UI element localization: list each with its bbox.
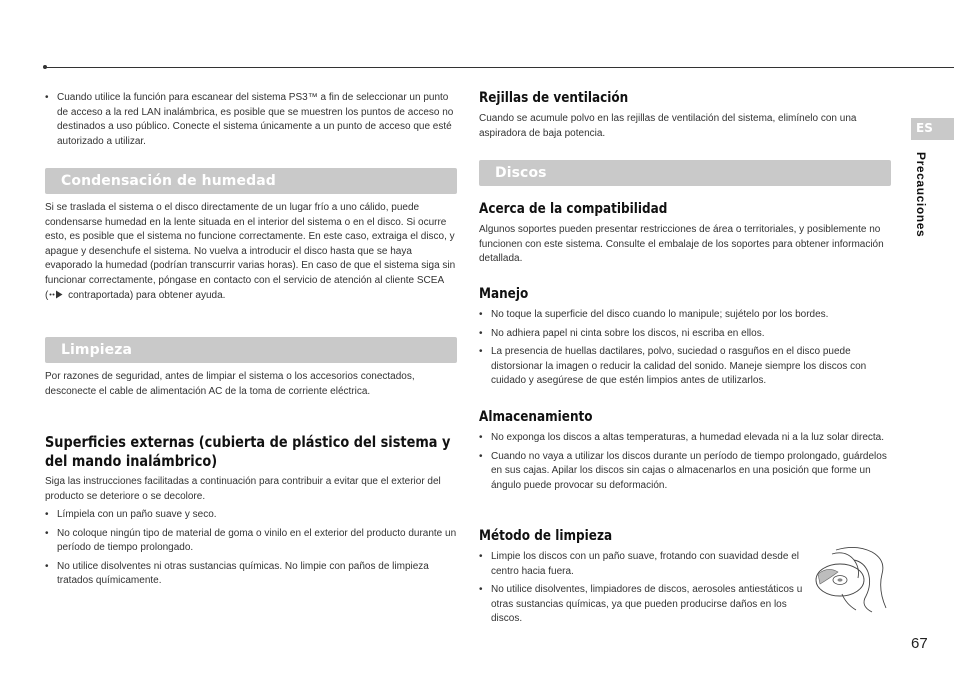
section-title: Condensación de humedad (61, 173, 276, 189)
manejo-heading: Manejo (479, 286, 529, 302)
page-number: 67 (911, 635, 928, 652)
arrow-right-icon (49, 290, 63, 299)
limpieza-body: Por razones de seguridad, antes de limpiar el sistema o los accesorios conectados, desconecte el cable de alimentación AC de la toma de corriente eléctrica. (45, 371, 415, 397)
superficies-heading: Superficies externas (cubierta de plástico del sistema y del mando inalámbrico) (45, 433, 451, 470)
language-tab-label: ES (916, 121, 933, 135)
section-title: Limpieza (61, 342, 133, 358)
header-rule (45, 67, 954, 68)
almacenamiento-heading: Almacenamiento (479, 409, 593, 425)
list-item: • Limpie los discos con un paño suave, frotando con suavidad desde el centro hacia fuera. (479, 550, 804, 579)
section-band-condensacion (45, 168, 457, 194)
metodo-bullets (479, 550, 804, 627)
rejillas-body: Cuando se acumule polvo en las rejillas de ventilación del sistema, elimínelo con una aspiradora de baja potencia. (479, 113, 857, 139)
section-side-label (914, 152, 932, 252)
list-item: • No utilice disolventes, limpiadores de discos, aerosoles antiestáticos u otras sustancias químicas, ya que pueden producirse daños en los discos. (479, 583, 804, 627)
language-tab (911, 118, 954, 140)
section-title: Discos (495, 165, 547, 181)
almacenamiento-bullets (479, 431, 891, 493)
metodo-heading: Método de limpieza (479, 528, 613, 544)
intro-bullet-list (45, 91, 457, 149)
condensacion-body: Si se traslada el sistema o el disco directamente de un lugar frío a uno cálido, puede condensarse humedad en la lente situada en el interior del sistema o en el disco. Si ocurre esto, es posible que el sistema no funcione correctamente. En este caso, extraiga el disco, y apague y desenchufe el sistema. No vuelva a introducir el disco hasta que se haya evaporado la humedad (podrían transcurrir varias horas). En caso de que el sistema siga sin funcionar correctamente, póngase en contacto con el servicio de atención al cliente SCEA ( contraportada) para obtener ayuda. (45, 202, 456, 301)
list-item: • La presencia de huellas dactilares, polvo, suciedad o rasguños en el disco puede distorsionar la imagen o reducir la calidad del sonido. Maneje siempre los discos con cuidado y asegúrese de que estén limpios antes de utilizarlos. (479, 345, 891, 389)
side-label-text: Precauciones (914, 152, 928, 238)
list-item: • Cuando utilice la función para escanear del sistema PS3™ a fin de seleccionar un punto de acceso a la red LAN inalámbrica, es posible que se muestren los puntos de acceso no destinados a uso público. Conecte el sistema únicamente a un punto de acceso que esté autorizado a utilizar. (45, 91, 457, 149)
compatibilidad-body: Algunos soportes pueden presentar restricciones de área o territoriales, y posiblemente no funcionen con este sistema. Consulte el embalaje de los soportes para obtener información detallada. (479, 224, 884, 265)
compatibilidad-heading: Acerca de la compatibilidad (479, 201, 668, 217)
list-item: • Límpiela con un paño suave y seco. (45, 508, 457, 523)
superficies-body: Siga las instrucciones facilitadas a continuación para contribuir a evitar que el exterior del producto se deteriore o se decolore. (45, 476, 441, 502)
superficies-bullets (45, 508, 457, 589)
section-band-limpieza (45, 337, 457, 363)
list-item: • Cuando no vaya a utilizar los discos durante un período de tiempo prolongado, guárdelos en sus cajas. Apilar los discos sin cajas o almacenarlos en una posición que forme un ángulo puede provocar su deformación. (479, 450, 891, 494)
list-item: • No coloque ningún tipo de material de goma o vinilo en el exterior del producto durante un período de tiempo prolongado. (45, 527, 457, 556)
disc-cleaning-illustration (812, 544, 892, 614)
list-item: • No adhiera papel ni cinta sobre los discos, ni escriba en ellos. (479, 327, 891, 342)
list-item: • No toque la superficie del disco cuando lo manipule; sujételo por los bordes. (479, 308, 891, 323)
manejo-bullets (479, 308, 891, 389)
list-item: • No utilice disolventes ni otras sustancias químicas. No limpie con paños de limpieza tratados químicamente. (45, 560, 457, 589)
list-item: • No exponga los discos a altas temperaturas, a humedad elevada ni a la luz solar directa. (479, 431, 891, 446)
rejillas-heading: Rejillas de ventilación (479, 90, 629, 106)
section-band-discos (479, 160, 891, 186)
